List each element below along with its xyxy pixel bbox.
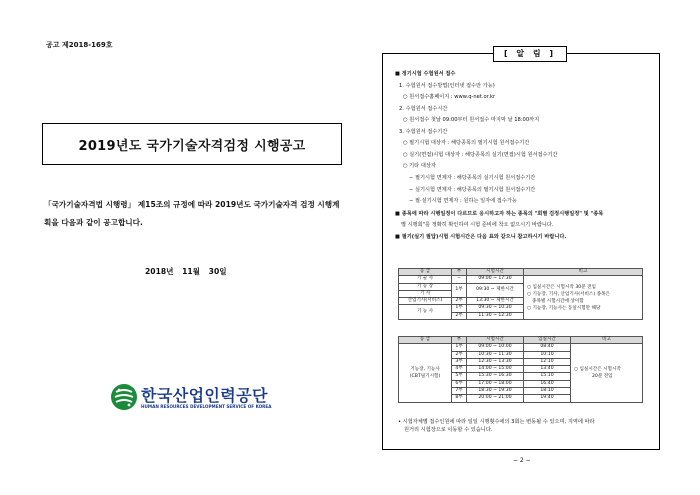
table-header: 입실시간 bbox=[524, 337, 571, 344]
notice-line: ○ 원서접수 첫날 09:00부터 원서접수 마지막 날 18:00까지 bbox=[403, 117, 540, 123]
table-cell: 2부 bbox=[452, 351, 467, 358]
table-cell: 기 사 bbox=[399, 290, 452, 297]
table-note: ○ 기능장, 기능사는 동일시험만 해당 bbox=[527, 305, 601, 311]
table-row bbox=[399, 344, 643, 351]
notice-body bbox=[395, 72, 650, 272]
logo-mark-icon bbox=[110, 383, 138, 411]
table-note: ○ 입실시간은 시험시작 30분 전임 bbox=[527, 284, 596, 290]
table-cell: 12:10 bbox=[524, 358, 571, 365]
cbt-time-table bbox=[398, 336, 643, 403]
table-cell-grade bbox=[399, 344, 452, 402]
notice-line: ■ 정기시험 수험원서 접수 bbox=[395, 71, 456, 77]
table-cell: 기 능 사 bbox=[399, 305, 452, 320]
table-header: 비고 bbox=[571, 337, 643, 344]
footnote-line: • 시험자체별 접수인원에 따라 일일 시행횟수에의 3회는 변동될 수 있으며, 지역에 따라 bbox=[398, 419, 595, 425]
table-cell: 16:40 bbox=[524, 380, 571, 387]
table-cell: 기 능 장 bbox=[399, 283, 452, 290]
table-cell: 08:40 bbox=[524, 344, 571, 351]
table-cell: 09:00 ~ 10:00 bbox=[467, 344, 524, 351]
notice-frame bbox=[382, 53, 660, 450]
table-cell: 09:00 ~ 17:30 bbox=[467, 276, 524, 283]
table-cell: 2부 bbox=[452, 298, 467, 305]
grade-line: 기능장, 기능사 bbox=[410, 366, 440, 372]
table-header: 등 급 bbox=[399, 337, 452, 344]
notice-line: − 필·실기시험 면제자 : 원하는 일자에 접수가능 bbox=[409, 198, 517, 204]
table-cell: 1부 bbox=[452, 305, 467, 312]
table-header-row bbox=[399, 337, 643, 344]
table-note: 종목별 시험시간에 상이함 bbox=[532, 298, 584, 304]
notice-line: ■ 필기(실기 필답)시험 시험시간은 다음 표와 같으니 참고하시기 바랍니다. bbox=[395, 234, 567, 240]
table-cell: 18:10 bbox=[524, 388, 571, 395]
table-cell: 12:30 ~ 13:30 bbox=[467, 358, 524, 365]
table-cell: 2부 bbox=[452, 312, 467, 319]
notice-line: 1. 수험원서 접수방법(인터넷 접수만 가능) bbox=[399, 83, 495, 89]
notice-line: 3. 수험원서 접수기간 bbox=[399, 129, 448, 135]
table-header: 비고 bbox=[524, 269, 643, 276]
org-logo bbox=[110, 383, 272, 413]
intro-paragraph: 「국가기술자격법 시행령」 제15조의 규정에 따라 2019년도 국가기술자격 검정 시행계획을 다음과 같이 공고합니다. bbox=[44, 200, 340, 227]
table-cell: 17:00 ~ 18:00 bbox=[467, 380, 524, 387]
table-cell: 14:00 ~ 15:00 bbox=[467, 366, 524, 373]
table-cell: 10:10 bbox=[524, 351, 571, 358]
table-notes bbox=[571, 344, 643, 402]
table-cell: 7부 bbox=[452, 388, 467, 395]
table-notes bbox=[524, 276, 643, 320]
table-header-row bbox=[399, 269, 643, 276]
table-row bbox=[399, 276, 643, 283]
table-cell: 산업기사(서비스) bbox=[399, 298, 452, 305]
footnote-line: 원거리 시험장으로 이동할 수 있습니다. bbox=[404, 427, 493, 433]
table-cell: − bbox=[452, 276, 467, 283]
table-cell: 15:30 ~ 16:30 bbox=[467, 373, 524, 380]
org-name: 한국산업인력공단 bbox=[141, 386, 268, 405]
notice-line: − 필기시험 면제자 : 해당종목의 실기시험 원서접수기간 bbox=[409, 175, 536, 181]
table-cell: 09:30 ~ 제한시간 bbox=[467, 283, 524, 298]
table-cell: 13:30 ~ 제한시간 bbox=[467, 298, 524, 305]
table-cell: 19:40 bbox=[524, 395, 571, 402]
table-cell: 15:10 bbox=[524, 373, 571, 380]
table-cell: 1부 bbox=[452, 344, 467, 351]
notice-number: 공고 제2018-169호 bbox=[46, 41, 113, 49]
table-cell: 6부 bbox=[452, 380, 467, 387]
notice-line: ○ 필기시험 대상자 : 해당종목의 필기시험 원서접수기간 bbox=[403, 140, 530, 146]
org-name-en: HUMAN RESOURCES DEVELOPMENT SERVICE OF KOREA bbox=[141, 404, 272, 409]
table-cell: 기 술 사 bbox=[399, 276, 452, 283]
table-cell: 8부 bbox=[452, 395, 467, 402]
table-cell: 20:00 ~ 21:00 bbox=[467, 395, 524, 402]
notice-line: ○ 원서접수홈페이지 : www.q-net.or.kr bbox=[403, 94, 496, 100]
table-header: 시험시간 bbox=[467, 337, 524, 344]
announcement-date: 2018년 11월 30일 bbox=[145, 267, 227, 276]
table-note: ○ 기능장, 기사, 산업기사(서비스) 종목은 bbox=[527, 291, 610, 297]
notice-line: ○ 실기(면접)시험 대상자 : 해당종목의 실기(면접)시험 원서접수기간 bbox=[403, 152, 558, 158]
table-cell: 13:40 bbox=[524, 366, 571, 373]
table-note: ○ 입실시간은 시험시작 bbox=[574, 366, 621, 372]
notice-line: − 실기시험 면제자 : 해당종목의 필기시험 원서접수기간 bbox=[409, 187, 536, 193]
title-box bbox=[42, 123, 342, 165]
table-note: 20분 전임 bbox=[592, 373, 613, 379]
table-header: 부 bbox=[452, 269, 467, 276]
exam-time-table bbox=[398, 268, 643, 320]
page-title: 2019년도 국가기술자격검정 시행공고 bbox=[78, 138, 306, 154]
notice-line: ■ 종목에 따라 시행일정이 다르므로 응시하고자 하는 종목의 "회별 검정시행일정" 및 "종목 bbox=[395, 211, 604, 217]
table-cell: 3부 bbox=[452, 358, 467, 365]
page-number: − 2 − bbox=[513, 457, 531, 464]
table-cell: 10:30 ~ 11:30 bbox=[467, 351, 524, 358]
table-header: 등 급 bbox=[399, 269, 452, 276]
notice-line: ○ 기타 대상자 bbox=[403, 163, 436, 169]
table-header: 부 bbox=[452, 337, 467, 344]
notice-line: 별 시행회"를 정확히 확인하여 시험 준비에 착오 없으시기 바랍니다. bbox=[401, 222, 554, 228]
grade-line: (CBT필기시험) bbox=[409, 373, 441, 379]
notice-line: 2. 수험원서 접수시간 bbox=[399, 106, 448, 112]
table-header: 시험시간 bbox=[467, 269, 524, 276]
table-cell: 1부 bbox=[452, 283, 467, 298]
table-cell: 11:30 ~ 12:30 bbox=[467, 312, 524, 319]
table-cell: 18:30 ~ 19:30 bbox=[467, 388, 524, 395]
table-cell: 5부 bbox=[452, 373, 467, 380]
table-cell: 09:30 ~ 10:30 bbox=[467, 305, 524, 312]
notice-tab-title: [ 알 림 ] bbox=[493, 46, 567, 62]
table-cell: 4부 bbox=[452, 366, 467, 373]
